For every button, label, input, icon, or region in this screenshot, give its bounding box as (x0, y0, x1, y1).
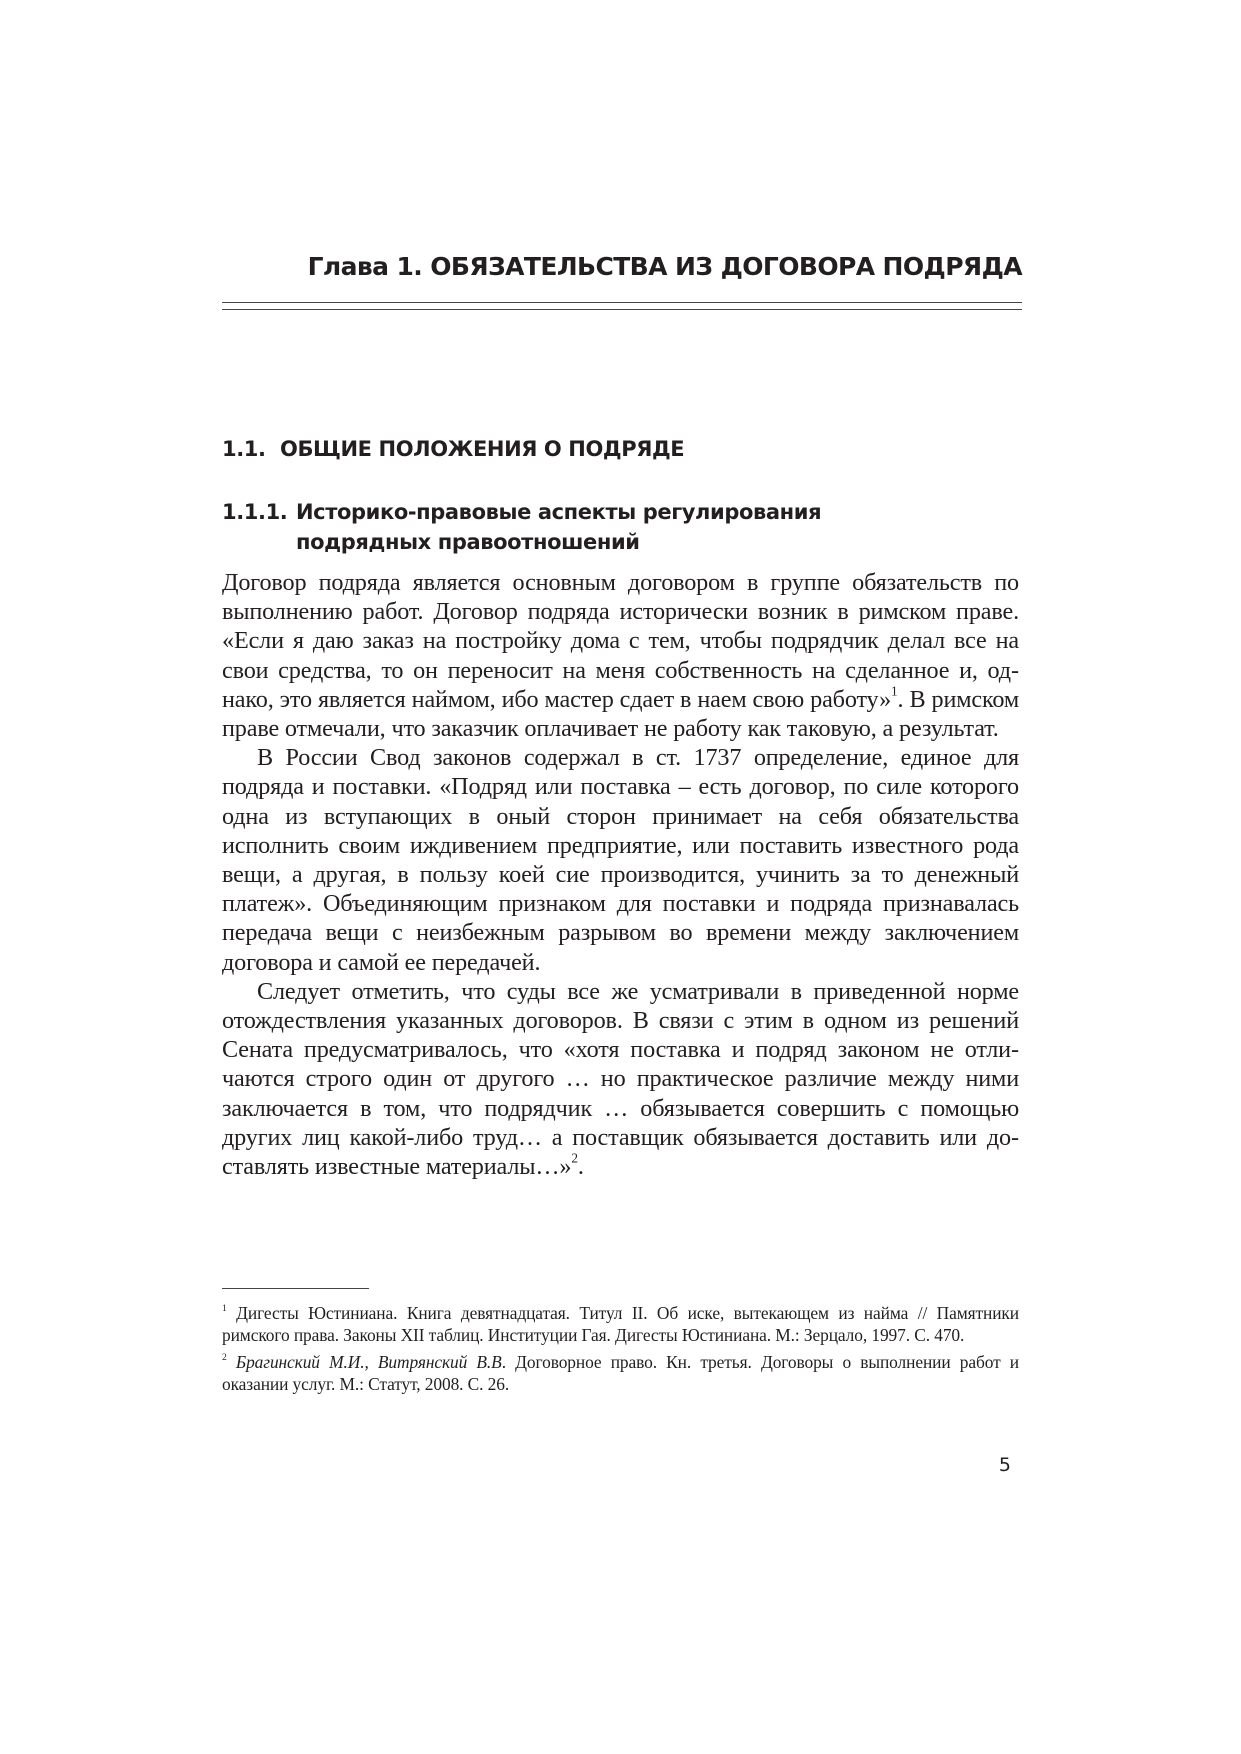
body-text (222, 568, 1019, 1181)
section-number: 1.1. (222, 437, 266, 461)
paragraph-3-tail: . (577, 1153, 584, 1181)
footnotes (222, 1302, 1019, 1400)
footnote-2 (222, 1351, 1019, 1395)
footnote-ref-2: 2 (571, 1150, 578, 1166)
paragraph-1-text: Договор подряда является основным договором в группе обязательств по выполнению работ. Договор подряда исторически возник в римском праве. «Если я даю заказ на постройку дома с тем, чтобы подрядчик делал все на свои средства, то он переносит на меня собственность на сделанное и, однако, это является наймом, ибо мастер сдает в наем свою работу» (222, 569, 1019, 713)
footnote-1-mark: 1 (222, 1302, 227, 1314)
chapter-title: Глава 1. ОБЯЗАТЕЛЬСТВА ИЗ ДОГОВОРА ПОДРЯДА (307, 252, 1022, 281)
footnote-1-text: Дигесты Юстиниана. Книга девятнадцатая. Титул II. Об иске, вытекающем из найма // Памятники римского права. Законы XII таблиц. Институции Гая. Дигесты Юстиниана. М.: Зерцало, 1997. С. 470. (222, 1303, 1019, 1345)
page-number: 5 (998, 1454, 1011, 1476)
subsection-number: 1.1.1. (222, 500, 288, 524)
paragraph-1-tail: . В римском праве отмечали, что заказчик оплачивает не работу как таковую, а результат. (222, 685, 1020, 743)
footnote-2-mark: 2 (222, 1351, 227, 1363)
section-heading (222, 437, 684, 461)
subsection-title: Историко-правовые аспекты регулирования подрядных правоотношений (296, 500, 822, 554)
paragraph-3 (222, 977, 1019, 1181)
chapter-double-rule (222, 302, 1022, 310)
paragraph-2: В России Свод законов содержал в ст. 1737 определение, единое для подряда и поставки. «Подряд или поставка – есть договор, по силе которого одна из вступающих в оный сторон принимает на себя обязательства исполнить своим иждивением предприятие, или поставить известного рода вещи, а другая, в пользу коей сие производится, учинить за то денежный платеж». Объединяющим признаком для поставки и подряда признавалась передача вещи с неизбежным разрывом во времени между заключением договора и самой ее передачей. (222, 744, 1019, 976)
footnote-ref-1: 1 (891, 683, 898, 699)
footnote-1 (222, 1302, 1019, 1346)
footnote-2-authors: Брагинский М.И., Витрянский В.В (235, 1352, 502, 1372)
footnote-2-text: . Договорное право. Кн. третья. Договоры о выполнении работ и оказании услуг. М.: Статут, 2008. С. 26. (222, 1352, 1020, 1394)
footnote-separator (222, 1288, 369, 1289)
paragraph-3-text: Следует отметить, что суды все же усматривали в приведенной норме отождествления указанных договоров. В связи с этим в одном из решений Сената предусматривалось, что «хотя поставка и подряд законом не отличаются строго один от другого … но практическое различие между ними заключается в том, что подрядчик … обязывается совершить с помощью других лиц какой-либо труд… а поставщик обязывается доставить или доставлять известные материалы…» (222, 977, 1019, 1181)
paragraph-1 (222, 568, 1019, 743)
subsection-heading (222, 497, 836, 557)
section-title: ОБЩИЕ ПОЛОЖЕНИЯ О ПОДРЯДЕ (280, 437, 685, 461)
